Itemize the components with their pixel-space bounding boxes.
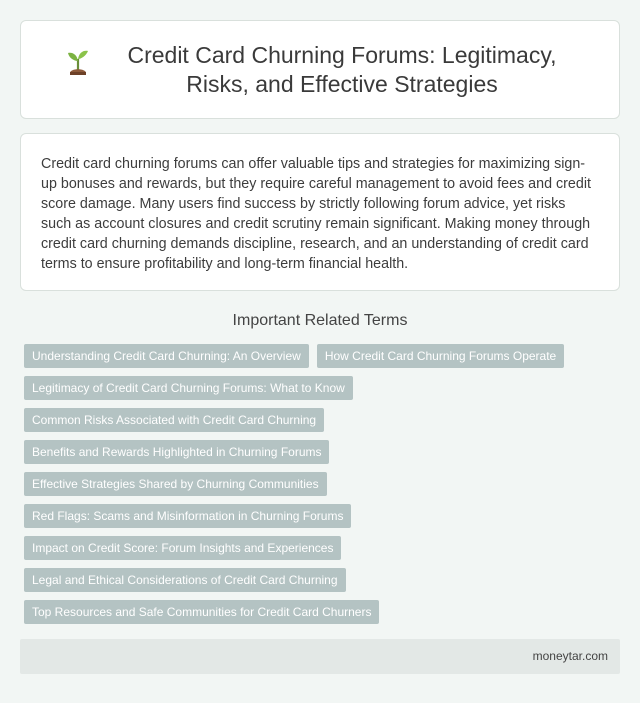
related-term-tag[interactable]: Legitimacy of Credit Card Churning Forums: What to Know [24, 376, 353, 400]
seedling-icon [60, 43, 96, 79]
intro-text: Credit card churning forums can offer valuable tips and strategies for maximizing sign-up bonuses and rewards, but they require careful management to avoid fees and credit score damage. Many users find success by strictly following forum advice, yet risks such as account closures and credit scrutiny remain significant. Making money through credit card churning demands discipline, research, and an understanding of credit card terms to ensure profitability and long-term financial health. [41, 156, 591, 272]
title-wrap [60, 41, 580, 99]
tag-row [24, 472, 624, 496]
tag-row [24, 408, 624, 432]
related-terms-heading: Important Related Terms [232, 312, 408, 329]
related-term-tag[interactable]: Legal and Ethical Considerations of Credit Card Churning [24, 568, 346, 592]
tag-row [24, 600, 624, 624]
related-term-tag[interactable]: Red Flags: Scams and Misinformation in Churning Forums [24, 504, 351, 528]
title-card [20, 20, 620, 119]
intro-card [20, 133, 620, 291]
related-term-tag[interactable]: Benefits and Rewards Highlighted in Churning Forums [24, 440, 329, 464]
tag-row [24, 376, 624, 400]
page-title: Credit Card Churning Forums: Legitimacy, Risks, and Effective Strategies [127, 41, 557, 97]
related-term-tag[interactable]: Common Risks Associated with Credit Card Churning [24, 408, 324, 432]
related-term-tag[interactable]: Top Resources and Safe Communities for Credit Card Churners [24, 600, 379, 624]
related-term-tag[interactable]: Impact on Credit Score: Forum Insights and Experiences [24, 536, 341, 560]
related-term-tag[interactable]: Effective Strategies Shared by Churning Communities [24, 472, 327, 496]
footer [20, 639, 620, 674]
tag-row [24, 536, 624, 560]
tag-row [24, 440, 624, 464]
related-term-tag[interactable]: Understanding Credit Card Churning: An Overview [24, 344, 309, 368]
tag-row [24, 568, 624, 592]
related-terms-list [24, 344, 624, 632]
footer-site[interactable]: moneytar.com [532, 649, 608, 663]
related-term-tag[interactable]: How Credit Card Churning Forums Operate [317, 344, 564, 368]
tag-row [24, 504, 624, 528]
tag-row [24, 344, 624, 368]
